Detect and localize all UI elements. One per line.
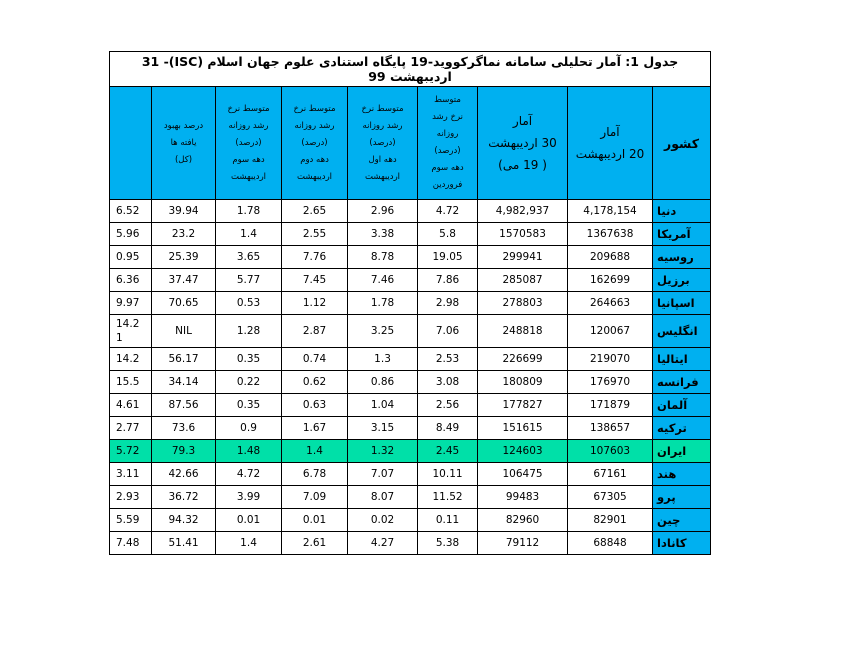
cell-avg-ordibehesht-3: 0.35: [216, 348, 282, 371]
header-country: کشور: [653, 87, 711, 200]
cell-avg-farvardin: 2.98: [418, 292, 478, 315]
cell-last: 5.96: [110, 223, 152, 246]
cell-avg-ordibehesht-1: 8.78: [348, 246, 418, 269]
cell-recovered: 39.94: [152, 200, 216, 223]
cell-avg-ordibehesht-2: 0.63: [282, 394, 348, 417]
cell-avg-ordibehesht-2: 2.87: [282, 315, 348, 348]
cell-country: آمریکا: [653, 223, 711, 246]
table-body: [110, 200, 711, 555]
cell-last: 9.97: [110, 292, 152, 315]
cell-avg-farvardin: 2.53: [418, 348, 478, 371]
cell-avg-ordibehesht-2: 7.76: [282, 246, 348, 269]
header-row: [110, 87, 711, 200]
cell-stat30: 106475: [478, 463, 568, 486]
cell-stat30: 299941: [478, 246, 568, 269]
cell-avg-ordibehesht-1: 3.15: [348, 417, 418, 440]
header-last: [110, 87, 152, 200]
cell-recovered: 73.6: [152, 417, 216, 440]
cell-avg-farvardin: 8.49: [418, 417, 478, 440]
cell-avg-ordibehesht-1: 1.04: [348, 394, 418, 417]
cell-country: هند: [653, 463, 711, 486]
cell-recovered: 37.47: [152, 269, 216, 292]
cell-last: 0.95: [110, 246, 152, 269]
cell-stat30: 278803: [478, 292, 568, 315]
cell-avg-ordibehesht-1: 4.27: [348, 532, 418, 555]
cell-avg-ordibehesht-2: 1.4: [282, 440, 348, 463]
header-avg-ordibehesht-1: متوسط نرخ رشد روزانه (درصد) دهه اول اردیبهشت: [348, 87, 418, 200]
cell-recovered: 51.41: [152, 532, 216, 555]
cell-last: 2.77: [110, 417, 152, 440]
table-row: [110, 371, 711, 394]
cell-stat30: 226699: [478, 348, 568, 371]
table-row: [110, 348, 711, 371]
cell-avg-ordibehesht-2: 2.65: [282, 200, 348, 223]
cell-avg-ordibehesht-1: 7.07: [348, 463, 418, 486]
table-row: [110, 440, 711, 463]
cell-avg-ordibehesht-1: 0.86: [348, 371, 418, 394]
cell-avg-farvardin: 2.45: [418, 440, 478, 463]
cell-country: دنیا: [653, 200, 711, 223]
table-row: [110, 315, 711, 348]
cell-avg-ordibehesht-3: 0.53: [216, 292, 282, 315]
cell-avg-ordibehesht-3: 3.99: [216, 486, 282, 509]
cell-avg-farvardin: 3.08: [418, 371, 478, 394]
cell-avg-farvardin: 5.8: [418, 223, 478, 246]
cell-avg-ordibehesht-1: 3.38: [348, 223, 418, 246]
table-row: [110, 246, 711, 269]
cell-stat20: 162699: [568, 269, 653, 292]
cell-last: 6.52: [110, 200, 152, 223]
cell-stat20: 1367638: [568, 223, 653, 246]
cell-avg-farvardin: 4.72: [418, 200, 478, 223]
cell-recovered: NIL: [152, 315, 216, 348]
cell-avg-farvardin: 2.56: [418, 394, 478, 417]
cell-recovered: 79.3: [152, 440, 216, 463]
cell-last: 4.61: [110, 394, 152, 417]
cell-country: کانادا: [653, 532, 711, 555]
cell-stat20: 67305: [568, 486, 653, 509]
cell-stat20: 138657: [568, 417, 653, 440]
cell-avg-ordibehesht-3: 5.77: [216, 269, 282, 292]
cell-avg-ordibehesht-1: 7.46: [348, 269, 418, 292]
cell-avg-ordibehesht-1: 2.96: [348, 200, 418, 223]
cell-avg-farvardin: 5.38: [418, 532, 478, 555]
cell-avg-ordibehesht-2: 0.01: [282, 509, 348, 532]
cell-avg-ordibehesht-3: 1.78: [216, 200, 282, 223]
cell-avg-ordibehesht-1: 0.02: [348, 509, 418, 532]
cell-country: فرانسه: [653, 371, 711, 394]
cell-avg-ordibehesht-2: 7.45: [282, 269, 348, 292]
cell-country: ایتالیا: [653, 348, 711, 371]
cell-last: 5.59: [110, 509, 152, 532]
header-stat20: آمار 20 اردیبهشت: [568, 87, 653, 200]
cell-stat30: 1570583: [478, 223, 568, 246]
cell-avg-ordibehesht-2: 7.09: [282, 486, 348, 509]
cell-avg-farvardin: 7.06: [418, 315, 478, 348]
cell-avg-ordibehesht-3: 0.01: [216, 509, 282, 532]
cell-recovered: 23.2: [152, 223, 216, 246]
cell-stat30: 99483: [478, 486, 568, 509]
cell-country: پرو: [653, 486, 711, 509]
cell-country: انگلیس: [653, 315, 711, 348]
cell-avg-ordibehesht-2: 2.61: [282, 532, 348, 555]
cell-recovered: 25.39: [152, 246, 216, 269]
cell-last: 6.36: [110, 269, 152, 292]
cell-avg-ordibehesht-1: 3.25: [348, 315, 418, 348]
cell-country: روسیه: [653, 246, 711, 269]
cell-country: چین: [653, 509, 711, 532]
cell-stat30: 285087: [478, 269, 568, 292]
cell-avg-farvardin: 7.86: [418, 269, 478, 292]
cell-stat20: 171879: [568, 394, 653, 417]
cell-last: 2.93: [110, 486, 152, 509]
cell-country: ترکیه: [653, 417, 711, 440]
table-row: [110, 292, 711, 315]
cell-stat20: 264663: [568, 292, 653, 315]
cell-stat20: 67161: [568, 463, 653, 486]
cell-recovered: 94.32: [152, 509, 216, 532]
cell-last: 7.48: [110, 532, 152, 555]
table-title: جدول 1: آمار تحلیلی سامانه نماگرکووید-19 پایگاه استنادی علوم جهان اسلام (ISC)- 31 اردیبهشت 99: [110, 52, 711, 87]
header-recovered: درصد بهبود یافته ها (کل): [152, 87, 216, 200]
cell-avg-ordibehesht-3: 4.72: [216, 463, 282, 486]
table-row: [110, 532, 711, 555]
cell-avg-ordibehesht-3: 1.4: [216, 532, 282, 555]
cell-avg-ordibehesht-2: 6.78: [282, 463, 348, 486]
cell-avg-ordibehesht-2: 1.12: [282, 292, 348, 315]
cell-stat20: 120067: [568, 315, 653, 348]
cell-country: ایران: [653, 440, 711, 463]
cell-avg-ordibehesht-2: 0.74: [282, 348, 348, 371]
cell-avg-ordibehesht-1: 8.07: [348, 486, 418, 509]
table-row: [110, 509, 711, 532]
cell-avg-farvardin: 19.05: [418, 246, 478, 269]
cell-country: آلمان: [653, 394, 711, 417]
table-row: [110, 417, 711, 440]
cell-avg-ordibehesht-3: 1.28: [216, 315, 282, 348]
cell-stat20: 209688: [568, 246, 653, 269]
cell-avg-ordibehesht-1: 1.3: [348, 348, 418, 371]
cell-stat30: 4,982,937: [478, 200, 568, 223]
cell-avg-ordibehesht-1: 1.78: [348, 292, 418, 315]
cell-avg-ordibehesht-3: 3.65: [216, 246, 282, 269]
cell-country: اسپانیا: [653, 292, 711, 315]
cell-avg-farvardin: 0.11: [418, 509, 478, 532]
cell-last: 15.5: [110, 371, 152, 394]
cell-avg-ordibehesht-3: 1.48: [216, 440, 282, 463]
cell-last: 14.21: [110, 315, 152, 348]
cell-stat20: 176970: [568, 371, 653, 394]
table-row: [110, 394, 711, 417]
cell-stat30: 177827: [478, 394, 568, 417]
covid-stats-table: [109, 51, 711, 555]
cell-avg-ordibehesht-3: 0.22: [216, 371, 282, 394]
cell-stat30: 248818: [478, 315, 568, 348]
cell-avg-ordibehesht-1: 1.32: [348, 440, 418, 463]
cell-avg-farvardin: 11.52: [418, 486, 478, 509]
cell-recovered: 36.72: [152, 486, 216, 509]
cell-country: برزیل: [653, 269, 711, 292]
cell-avg-ordibehesht-3: 0.9: [216, 417, 282, 440]
table-row: [110, 223, 711, 246]
cell-stat30: 124603: [478, 440, 568, 463]
cell-stat20: 4,178,154: [568, 200, 653, 223]
cell-stat30: 151615: [478, 417, 568, 440]
table-row: [110, 463, 711, 486]
cell-stat20: 219070: [568, 348, 653, 371]
cell-avg-farvardin: 10.11: [418, 463, 478, 486]
cell-last: 5.72: [110, 440, 152, 463]
cell-recovered: 34.14: [152, 371, 216, 394]
cell-stat30: 79112: [478, 532, 568, 555]
cell-recovered: 56.17: [152, 348, 216, 371]
cell-recovered: 42.66: [152, 463, 216, 486]
statistics-sheet: [109, 51, 710, 555]
header-avg-ordibehesht-3: متوسط نرخ رشد روزانه (درصد) دهه سوم اردیبهشت: [216, 87, 282, 200]
header-stat30: آمار 30 اردیبهشت ( 19 می): [478, 87, 568, 200]
header-avg-farvardin: متوسط نرخ رشد روزانه (درصد) دهه سوم فروردین: [418, 87, 478, 200]
cell-avg-ordibehesht-3: 1.4: [216, 223, 282, 246]
cell-recovered: 70.65: [152, 292, 216, 315]
cell-avg-ordibehesht-3: 0.35: [216, 394, 282, 417]
header-avg-ordibehesht-2: متوسط نرخ رشد روزانه (درصد) دهه دوم اردیبهشت: [282, 87, 348, 200]
table-row: [110, 200, 711, 223]
table-row: [110, 269, 711, 292]
table-row: [110, 486, 711, 509]
cell-stat30: 82960: [478, 509, 568, 532]
cell-stat20: 107603: [568, 440, 653, 463]
cell-stat20: 82901: [568, 509, 653, 532]
cell-avg-ordibehesht-2: 1.67: [282, 417, 348, 440]
cell-recovered: 87.56: [152, 394, 216, 417]
cell-stat20: 68848: [568, 532, 653, 555]
cell-stat30: 180809: [478, 371, 568, 394]
cell-last: 3.11: [110, 463, 152, 486]
cell-avg-ordibehesht-2: 2.55: [282, 223, 348, 246]
cell-avg-ordibehesht-2: 0.62: [282, 371, 348, 394]
cell-last: 14.2: [110, 348, 152, 371]
